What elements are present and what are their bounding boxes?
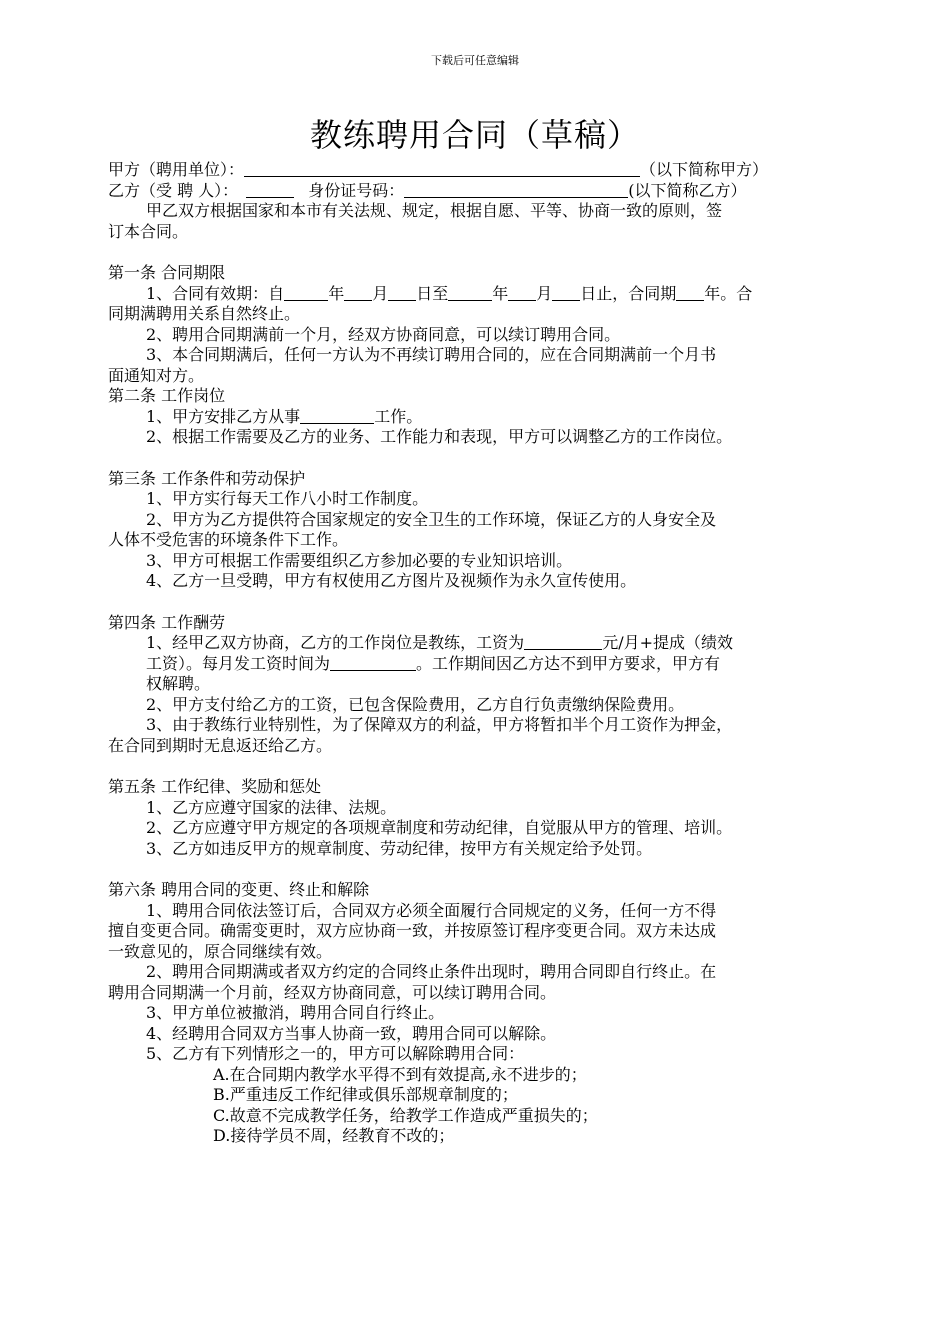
s4-clause-1-cont: 工资）。每月发工资时间为 。工作期间因乙方达不到甲方要求，甲方有 xyxy=(146,653,721,673)
s4-clause-1: 1、经甲乙双方协商，乙方的工作岗位是教练，工资为 元/月+提成（绩效 xyxy=(146,633,733,652)
party-b-label: 乙方（受 聘 人）： xyxy=(108,180,239,200)
s3-clause-3: 3、甲方可根据工作需要组织乙方参加必要的专业知识培训。 xyxy=(146,550,573,570)
list-item: D.接待学员不周，经教育不改的； xyxy=(213,1126,455,1145)
party-b-name-blank[interactable] xyxy=(246,181,294,198)
end-month-blank[interactable] xyxy=(508,284,536,301)
intro-line-1: 甲乙双方根据国家和本市有关法规、规定，根据自愿、平等、协商一致的原则，签 xyxy=(146,201,723,220)
intro-line-2: 订本合同。 xyxy=(108,221,189,241)
page-header: 下载后可任意编辑 xyxy=(431,54,519,67)
party-a-label: 甲方（聘用单位）： xyxy=(108,160,245,179)
s2-clause-1: 1、甲方安排乙方从事 工作。 xyxy=(146,406,423,426)
s4-clause-1-end: 权解聘。 xyxy=(146,674,211,693)
s2-clause-2: 2、根据工作需要及乙方的业务、工作能力和表现，甲方可以调整乙方的工作岗位。 xyxy=(146,427,733,446)
s6-clause-4: 4、经聘用合同双方当事人协商一致，聘用合同可以解除。 xyxy=(146,1023,557,1043)
job-blank[interactable] xyxy=(300,407,374,424)
party-a-suffix: （以下简称甲方） xyxy=(640,160,769,179)
s6-clause-1-end: 一致意见的，原合同继续有效。 xyxy=(108,941,333,961)
s1-clause-3-cont: 面通知对方。 xyxy=(108,365,205,385)
s4-clause-2: 2、甲方支付给乙方的工资，已包含保险费用，乙方自行负责缴纳保险费用。 xyxy=(146,694,685,714)
party-b-suffix: (以下简称乙方） xyxy=(628,180,747,200)
party-b-line xyxy=(108,181,850,202)
start-year-blank[interactable] xyxy=(284,284,328,301)
s1-clause-1: 1、合同有效期：自 年 月 日至 年 月 日止，合同期 年。合 xyxy=(146,283,753,303)
s6-clause-1-cont: 擅自变更合同。确需变更时，双方应协商一致，并按原签订程序变更合同。双方未达成 xyxy=(108,921,717,940)
section-5-heading: 第五条 工作纪律、奖励和惩处 xyxy=(108,777,322,796)
contract-body xyxy=(108,160,850,1147)
party-b-id-blank[interactable] xyxy=(404,181,628,198)
s5-clause-1: 1、乙方应遵守国家的法律、法规。 xyxy=(146,797,397,817)
s3-clause-2: 2、甲方为乙方提供符合国家规定的安全卫生的工作环境，保证乙方的人身安全及 xyxy=(146,509,717,529)
end-day-blank[interactable] xyxy=(552,284,580,301)
s6-clause-2: 2、聘用合同期满或者双方约定的合同终止条件出现时，聘用合同即自行终止。在 xyxy=(146,962,717,981)
list-item: B.严重违反工作纪律或俱乐部规章制度的； xyxy=(213,1085,518,1104)
s6-clause-1: 1、聘用合同依法签订后，合同双方必须全面履行合同规定的义务，任何一方不得 xyxy=(146,900,717,920)
start-month-blank[interactable] xyxy=(344,284,372,301)
s6-clause-3: 3、甲方单位被撤消，聘用合同自行终止。 xyxy=(146,1003,445,1022)
s1-clause-3: 3、本合同期满后，任何一方认为不再续订聘用合同的，应在合同期满前一个月书 xyxy=(146,345,717,364)
party-a-line xyxy=(108,160,850,181)
start-day-blank[interactable] xyxy=(388,284,416,301)
term-years-blank[interactable] xyxy=(676,284,704,301)
list-item: C.故意不完成教学任务，给教学工作造成严重损失的； xyxy=(213,1105,598,1125)
payday-blank[interactable] xyxy=(330,654,416,671)
section-1-heading: 第一条 合同期限 xyxy=(108,263,226,282)
party-a-blank[interactable] xyxy=(244,160,640,177)
s6-clause-2-cont: 聘用合同期满一个月前，经双方协商同意，可以续订聘用合同。 xyxy=(108,982,557,1002)
end-year-blank[interactable] xyxy=(448,284,492,301)
section-2-heading: 第二条 工作岗位 xyxy=(108,386,226,405)
s3-clause-2-cont: 人体不受危害的环境条件下工作。 xyxy=(108,530,349,549)
s3-clause-4: 4、乙方一旦受聘，甲方有权使用乙方图片及视频作为永久宣传使用。 xyxy=(146,571,637,590)
section-4-heading: 第四条 工作酬劳 xyxy=(108,612,226,632)
document-title: 教练聘用合同（草稿） xyxy=(309,116,640,154)
s5-clause-3: 3、乙方如违反甲方的规章制度、劳动纪律，按甲方有关规定给予处罚。 xyxy=(146,838,653,858)
s5-clause-2: 2、乙方应遵守甲方规定的各项规章制度和劳动纪律，自觉服从甲方的管理、培训。 xyxy=(146,818,733,837)
section-3-heading: 第三条 工作条件和劳动保护 xyxy=(108,468,306,488)
s4-clause-3: 3、由于教练行业特别性，为了保障双方的利益，甲方将暂扣半个月工资作为押金， xyxy=(146,715,733,734)
s1-clause-1-cont: 同期满聘用关系自然终止。 xyxy=(108,304,301,323)
party-b-id-label: 身份证号码： xyxy=(308,180,405,200)
s3-clause-1: 1、甲方实行每天工作八小时工作制度。 xyxy=(146,489,429,508)
salary-blank[interactable] xyxy=(524,633,602,650)
s1-clause-2: 2、聘用合同期满前一个月，经双方协商同意，可以续订聘用合同。 xyxy=(146,324,621,344)
list-item: A.在合同期内教学水平得不到有效提高,永不进步的； xyxy=(213,1064,587,1084)
s4-clause-3-cont: 在合同到期时无息返还给乙方。 xyxy=(108,735,333,755)
section-6-heading: 第六条 聘用合同的变更、终止和解除 xyxy=(108,880,370,899)
s6-clause-5: 5、乙方有下列情形之一的，甲方可以解除聘用合同： xyxy=(146,1044,525,1063)
